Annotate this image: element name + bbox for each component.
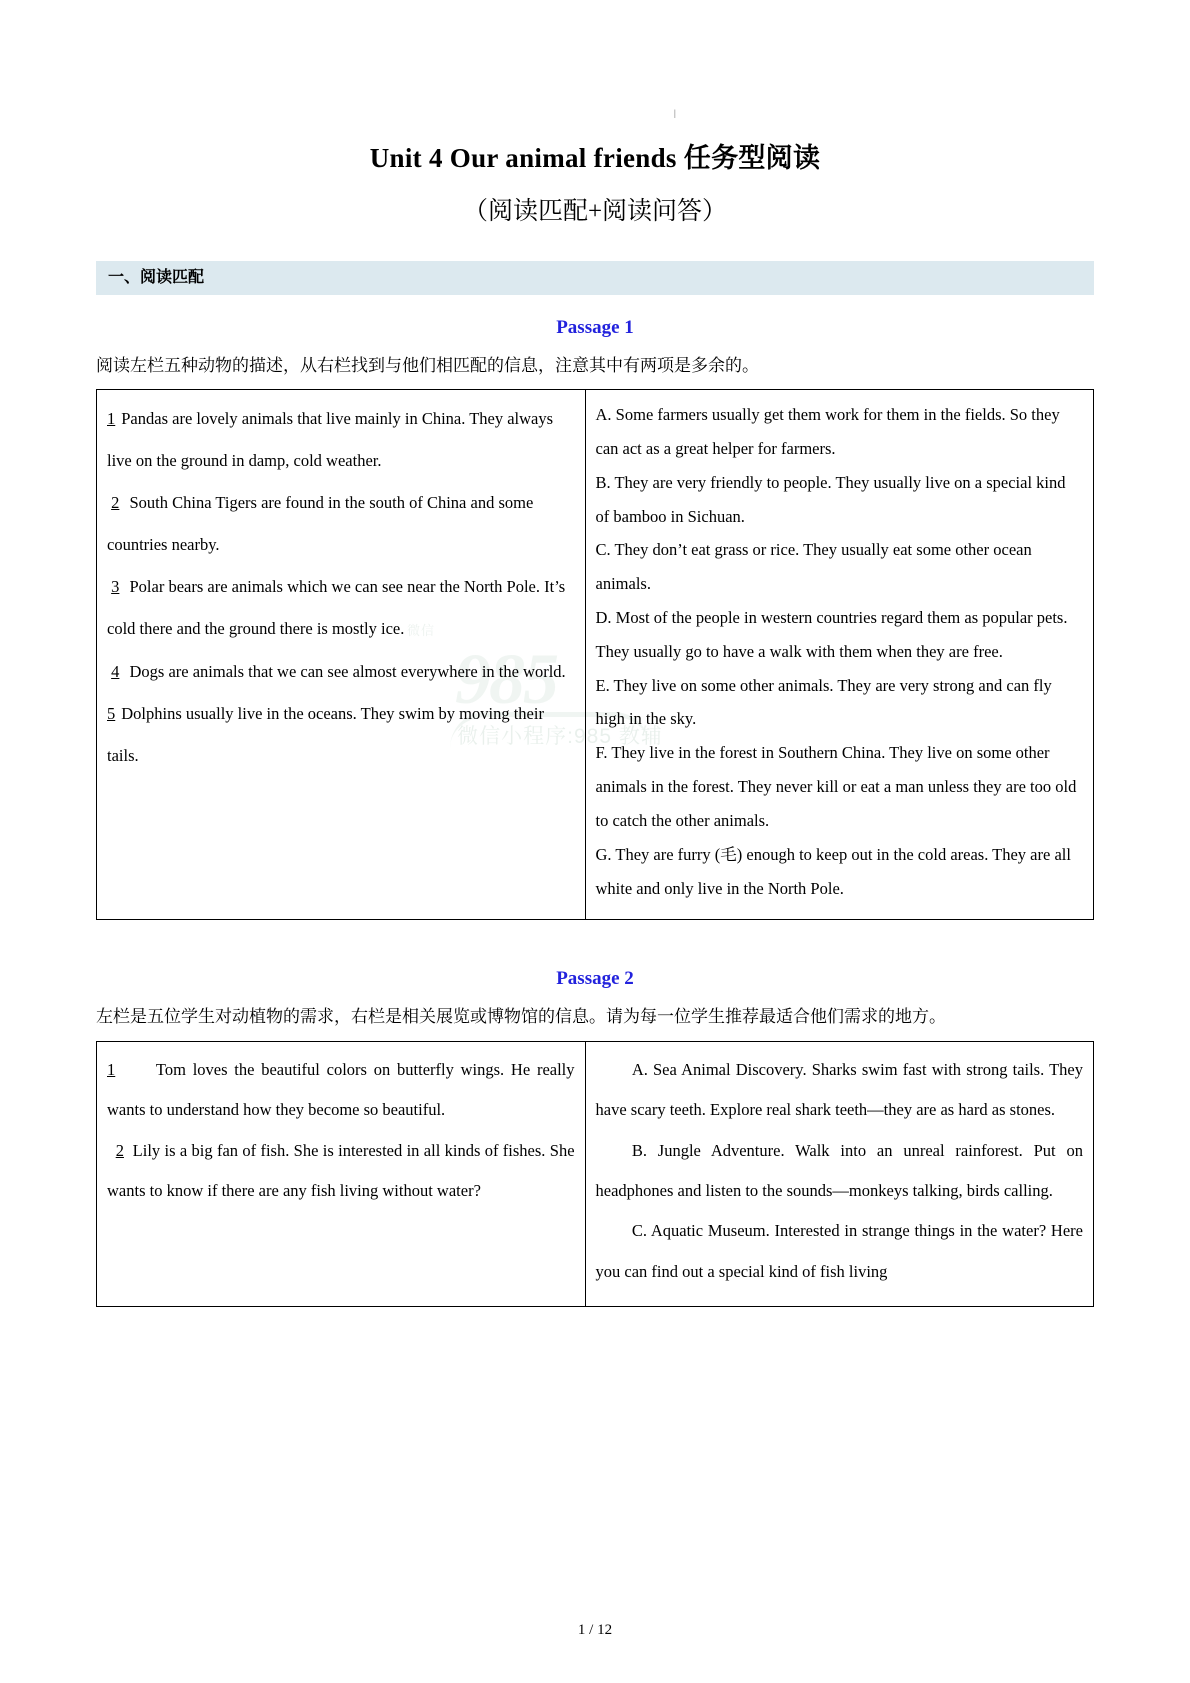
item-number[interactable]: 2 (111, 493, 120, 513)
list-item (107, 693, 575, 777)
page-subtitle: （阅读匹配+阅读问答） (462, 197, 728, 225)
item-text: South China Tigers are found in the south of China and some countries nearby. (107, 493, 534, 555)
item-number[interactable]: 1 (107, 1059, 116, 1079)
page-title: Unit 4 Our animal friends 任务型阅读 (369, 143, 821, 173)
option-f[interactable]: F. They live in the forest in Southern China. They live on some other animals in the forest. They never kill or eat a man unless they are too old to catch the other animals. (595, 743, 1077, 830)
list-item (107, 1131, 575, 1212)
option-a[interactable]: A. Sea Animal Discovery. Sharks swim fast with strong tails. They have scary teeth. Explore real shark teeth—they are as hard as stones. (595, 1059, 1083, 1120)
list-item (107, 1050, 575, 1131)
list-item (107, 566, 575, 650)
item-text: Dolphins usually live in the oceans. They swim by moving their tails. (107, 703, 544, 765)
item-text: Polar bears are animals which we can see near the North Pole. It’s cold there and the ground there is mostly ice. (107, 577, 566, 639)
item-text: Tom loves the beautiful colors on butterfly wings. He really wants to understand how they become so beautiful. (107, 1059, 575, 1120)
passage-1-label: Passage 1 (556, 316, 634, 338)
watermark-small-text: 微信 (407, 623, 436, 638)
table-row (97, 1041, 1094, 1307)
item-number[interactable]: 5 (107, 703, 116, 723)
list-item (107, 398, 575, 482)
passage-2-items-cell (97, 1041, 586, 1307)
item-number[interactable]: 3 (111, 577, 120, 597)
passage-1-table (96, 389, 1094, 920)
list-item (107, 482, 575, 566)
watermark-caption: 微信小程序:985 教辅 (457, 725, 663, 748)
passage-2-table (96, 1041, 1094, 1308)
item-text: Lily is a big fan of fish. She is interested in all kinds of fishes. She wants to know if there are any fish living without water? (107, 1140, 575, 1200)
option-c[interactable]: C. Aquatic Museum. Interested in strange things in the water? Here you can find out a special kind of fish living (595, 1221, 1083, 1281)
passage-2-options-cell (585, 1041, 1093, 1307)
item-number[interactable]: 1 (107, 409, 116, 429)
passage-1-items-cell (97, 390, 586, 920)
table-row (97, 390, 1094, 920)
watermark-brand: 985 (455, 639, 557, 719)
option-b[interactable]: B. They are very friendly to people. They usually live on a special kind of bamboo in Sichuan. (595, 472, 1066, 526)
option-d[interactable]: D. Most of the people in western countries regard them as popular pets. They usually go to have a walk with them when they are free. (595, 608, 1068, 661)
item-number[interactable]: 2 (115, 1140, 124, 1160)
item-number[interactable]: 4 (111, 661, 120, 681)
tiny-mark: | (674, 108, 676, 118)
item-text: Pandas are lovely animals that live mainly in China. They always live on the ground in damp, cold weather. (107, 409, 554, 471)
section-heading: 一、阅读匹配 (96, 261, 1094, 295)
option-g[interactable]: G. They are furry (毛) enough to keep out in the cold areas. They are all white and only live in the North Pole. (595, 844, 1071, 898)
passage-2-label: Passage 2 (556, 968, 634, 990)
option-a[interactable]: A. Some farmers usually get them work for them in the fields. So they can act as a great helper for farmers. (595, 405, 1060, 458)
passage-1-instruction: 阅读左栏五种动物的描述，从右栏找到与他们相匹配的信息，注意其中有两项是多余的。 (96, 355, 759, 375)
option-e[interactable]: E. They live on some other animals. They are very strong and can fly high in the sky. (595, 675, 1052, 729)
passage-1-options-cell (585, 390, 1093, 920)
item-text: Dogs are animals that we can see almost everywhere in the world. (129, 661, 566, 681)
passage-2-instruction: 左栏是五位学生对动植物的需求，右栏是相关展览或博物馆的信息。请为每一位学生推荐最适合他们需求的地方。 (96, 1007, 946, 1027)
list-item (107, 651, 575, 693)
page-footer: 1 / 12 (577, 1622, 613, 1638)
option-c[interactable]: C. They don’t eat grass or rice. They usually eat some other ocean animals. (595, 540, 1032, 594)
option-b[interactable]: B. Jungle Adventure. Walk into an unreal rainforest. Put on headphones and listen to the sounds—monkeys talking, birds calling. (595, 1140, 1083, 1200)
